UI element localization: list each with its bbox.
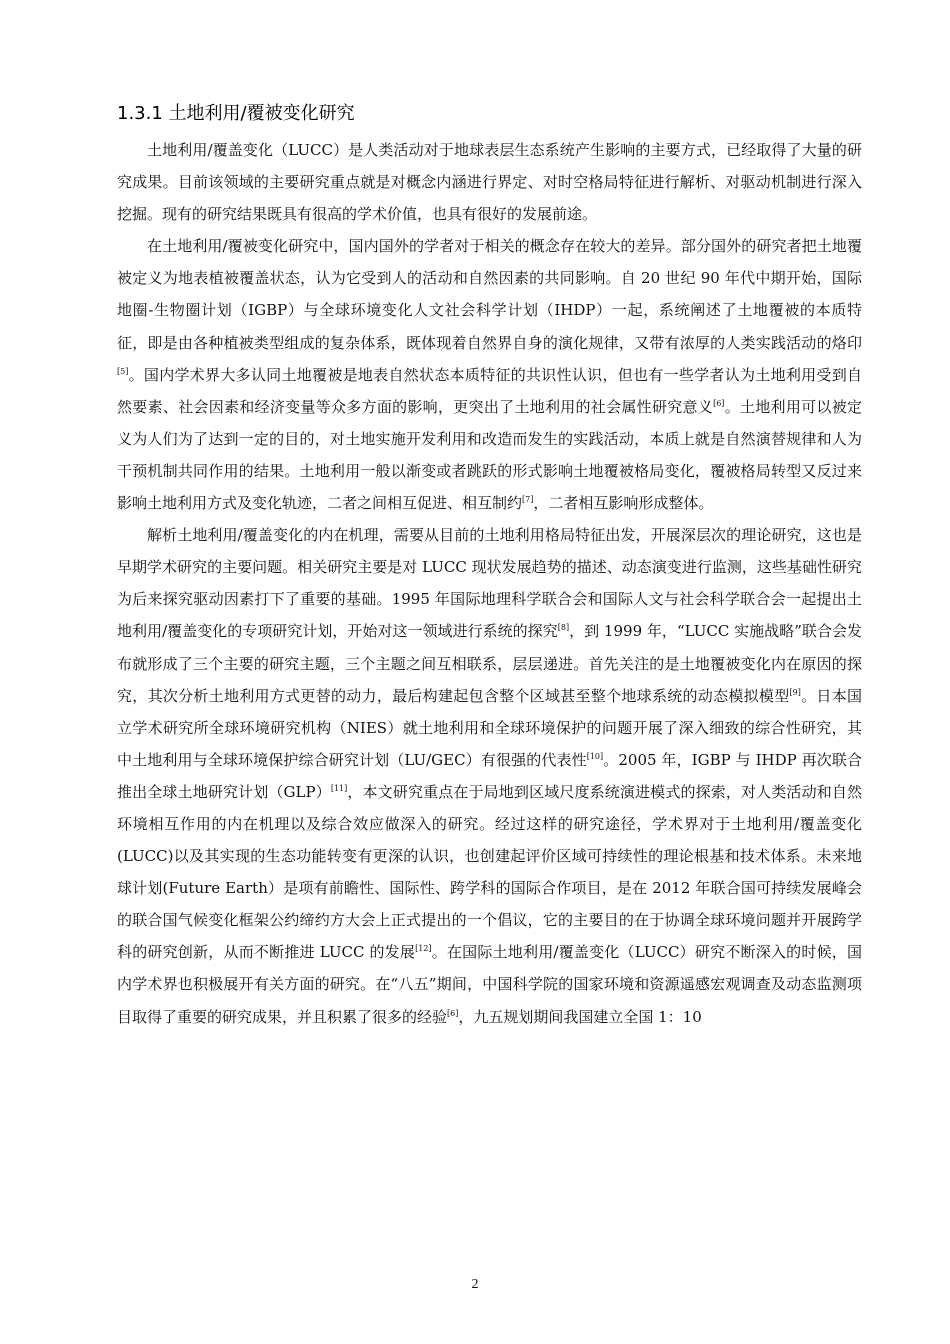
text-run: ，本文研究重点在于局地到区域尺度系统演进模式的探索，对人类活动和自然环境相互作用的内在机理以及综合效应做深入的研究。经过这样的研究途径，学术界对于土地利用/覆盖变化(LUCC)以及其实现的生态功能转变有更深的认识，也创建起评价区域可持续性的理论根基和技术体系。未来地球计划(Future Earth）是项有前瞻性、国际性、跨学科的国际合作项目，是在 2012 年联合国可持续发展峰会的联合国气候变化框架公约缔约方大会上正式提出的一个倡议，它的主要目的在于协调全球环境问题并开展跨学科的研究创新，从而不断推进 LUCC 的发展 (117, 782, 862, 962)
paragraph-2 (117, 230, 862, 519)
citation-mark: [6] (447, 1008, 459, 1018)
text-run: 。在国际土地利用/覆盖变化（LUCC）研究不断深入的时候，国内学术界也积极展开有关方面的研究。在“八五”期间，中国科学院的国家环境和资源遥感宏观调查及动态监测项目取得了重要的研究成果，并且积累了很多的经验 (117, 943, 862, 1026)
text-run: 。国内学术界大多认同土地覆被是地表自然状态本质特征的共识性认识，但也有一些学者认为土地利用受到自然要素、社会因素和经济变量等众多方面的影响，更突出了土地利用的社会属性研究意义 (117, 365, 862, 416)
text-run: 。日本国立学术研究所全球环境研究机构（NIES）就土地利用和全球环境保护的问题开展了深入细致的综合性研究，其中土地利用与全球环境保护综合研究计划（LU/GEC）有很强的代表性 (117, 686, 862, 769)
citation-mark: [5] (117, 366, 129, 376)
page-number: 2 (471, 1277, 479, 1292)
paragraph-1 (117, 134, 862, 230)
citation-mark: [6] (713, 398, 725, 408)
text-run: 在土地利用/覆被变化研究中，国内国外的学者对于相关的概念存在较大的差异。部分国外的研究者把土地覆被定义为地表植被覆盖状态，认为它受到人的活动和自然因素的共同影响。自 20 世纪 90 年代中期开始，国际地圈-生物圈计划（IGBP）与全球环境变化人文社会科学计划（IHDP）一起，系统阐述了土地覆被的本质特征，即是由各种植被类型组成的复杂体系，既体现着自然界自身的演化规律，又带有浓厚的人类实践活动的烙印 (117, 237, 862, 352)
text-run: 。2005 年，IGBP 与 IHDP 再次联合推出全球土地研究计划（GLP） (117, 750, 862, 801)
text-run: ，九五规划期间我国建立全国 1：10 (458, 1007, 702, 1026)
paragraph-3 (117, 519, 862, 1033)
text-run: ，到 1999 年，“LUCC 实施战略”联合会发布就形成了三个主要的研究主题，三个主题之间互相联系，层层递进。首先关注的是土地覆被变化内在原因的探究，其次分析土地利用方式更替的动力，最后构建起包含整个区域甚至整个地球系统的动态模拟模型 (117, 622, 862, 705)
citation-mark: [8] (557, 623, 570, 633)
citation-mark: [11] (330, 783, 348, 793)
section-heading: 1.3.1 土地利用/覆被变化研究 (117, 103, 355, 124)
text-run: 土地利用/覆盖变化（LUCC）是人类活动对于地球表层生态系统产生影响的主要方式，已经取得了大量的研究成果。目前该领域的主要研究重点就是对概念内涵进行界定、对时空格局特征进行解析、对驱动机制进行深入挖掘。现有的研究结果既具有很高的学术价值，也具有很好的发展前途。 (117, 141, 862, 224)
citation-mark: [7] (522, 495, 534, 505)
citation-mark: [9] (789, 687, 801, 697)
text-run: 解析土地利用/覆盖变化的内在机理，需要从目前的土地利用格局特征出发，开展深层次的理论研究，这也是早期学术研究的主要问题。相关研究主要是对 LUCC 现状发展趋势的描述、动态演变进行监测，这些基础性研究为后来探究驱动因素打下了重要的基础。1995 年国际地理科学联合会和国际人文与社会科学联合会一起提出土地利用/覆盖变化的专项研究计划，开始对这一领域进行系统的探究 (117, 526, 862, 641)
citation-mark: [10] (586, 751, 604, 761)
body-text (117, 134, 862, 1033)
citation-mark: [12] (415, 944, 432, 954)
text-run: 。土地利用可以被定义为人们为了达到一定的目的，对土地实施开发利用和改造而发生的实践活动，本质上就是自然演替规律和人为干预机制共同作用的结果。土地利用一般以渐变或者跳跃的形式影响土地覆被格局变化，覆被格局转型又反过来影响土地利用方式及变化轨迹，二者之间相互促进、相互制约 (117, 397, 862, 513)
text-run: ，二者相互影响形成整体。 (533, 494, 714, 513)
